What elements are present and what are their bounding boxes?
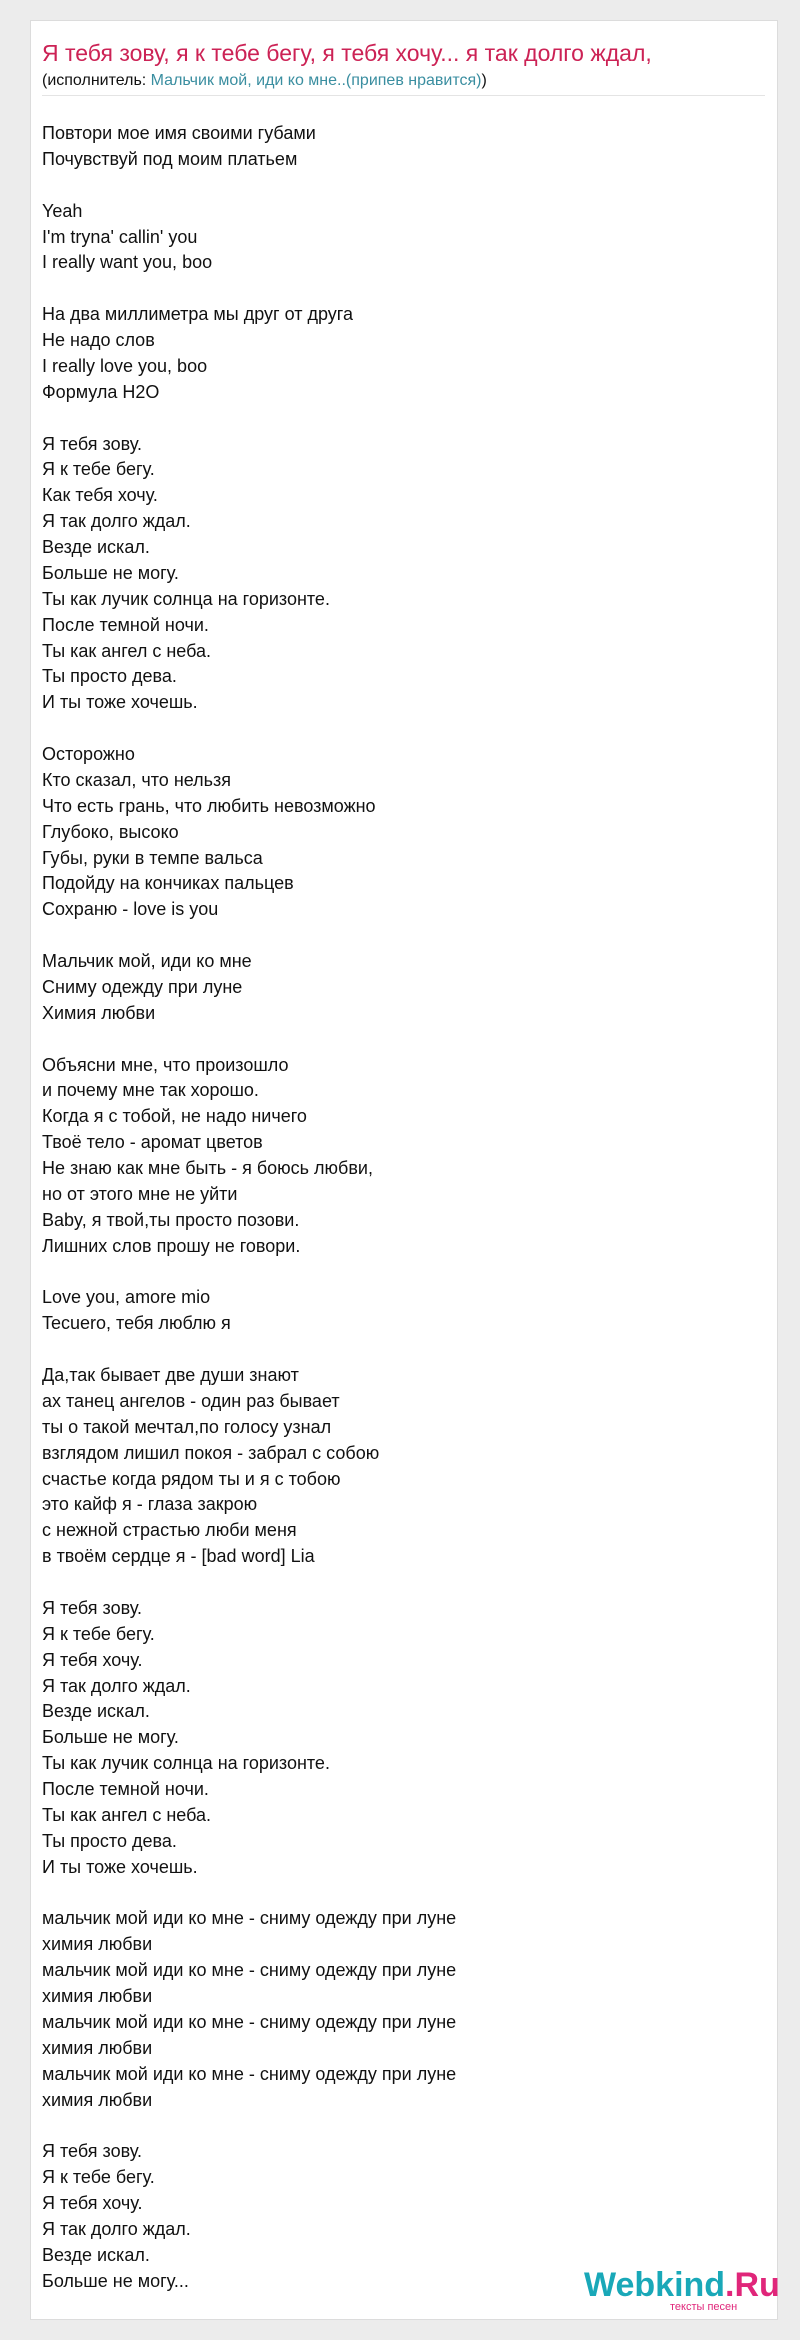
song-title: Я тебя зову, я к тебе бегу, я тебя хочу... я так долго ждал, xyxy=(42,40,652,66)
artist-suffix: ) xyxy=(481,72,487,89)
header-divider xyxy=(42,95,765,96)
artist-link[interactable]: Мальчик мой, иди ко мне..(припев нравится) xyxy=(150,72,482,89)
logo-tld: .Ru xyxy=(725,2266,780,2304)
site-logo[interactable] xyxy=(584,2265,780,2317)
logo-wordmark xyxy=(584,2265,780,2305)
artist-line xyxy=(42,71,487,91)
lyrics-page xyxy=(30,20,778,2320)
logo-tagline: тексты песен xyxy=(670,2301,738,2313)
artist-prefix: (исполнитель: xyxy=(42,72,151,89)
lyrics-text: Повтори мое имя своими губами Почувствуй под моим платьем Yeah I'm tryna' callin' you I really want you, boo На два миллиметра мы друг от друга Не надо слов I really love you, boo Формула H2O Я тебя зову. Я к тебе бегу. Как тебя хочу. Я так долго ждал. Везде искал. Больше не могу. Ты как лучик солнца на горизонте. После темной ночи. Ты как ангел с неба. Ты просто дева. И ты тоже хочешь. Осторожно Кто сказал, что нельзя Что есть грань, что любить невозможно Глубоко, высоко Губы, руки в темпе вальса Подойду на кончиках пальцев Сохраню - love is you Мальчик мой, иди ко мне Сниму одежду при луне Химия любви Объясни мне, что произошло и почему мне так хорошо. Когда я с тобой, не надо ничего Твоё тело - аромат цветов Не знаю как мне быть - я боюсь любви, но от этого мне не уйти Baby, я твой,ты просто позови. Лишних слов прошу не говори. Love you, amore mio Tecuero, тебя люблю я Да,так бывает две души знают ах танец ангелов - один раз бывает ты о такой мечтал,по голосу узнал взглядом лишил покоя - забрал с собою счастье когда рядом ты и я с тобою это кайф я - глаза закрою с нежной страстью люби меня в твоём сердце я - [bad word] Lia Я тебя зову. Я к тебе бегу. Я тебя хочу. Я так долго ждал. Везде искал. Больше не могу. Ты как лучик солнца на горизонте. После темной ночи. Ты как ангел с неба. Ты просто дева. И ты тоже хочешь. мальчик мой иди ко мне - сниму одежду при луне химия любви мальчик мой иди ко мне - сниму одежду при луне химия любви мальчик мой иди ко мне - сниму одежду при луне химия любви мальчик мой иди ко мне - сниму одежду при луне химия любви Я тебя зову. Я к тебе бегу. Я тебя хочу. Я так долго ждал. Везде искал. Больше не могу... xyxy=(42,123,457,2291)
logo-brand: Webkind xyxy=(584,2266,726,2304)
